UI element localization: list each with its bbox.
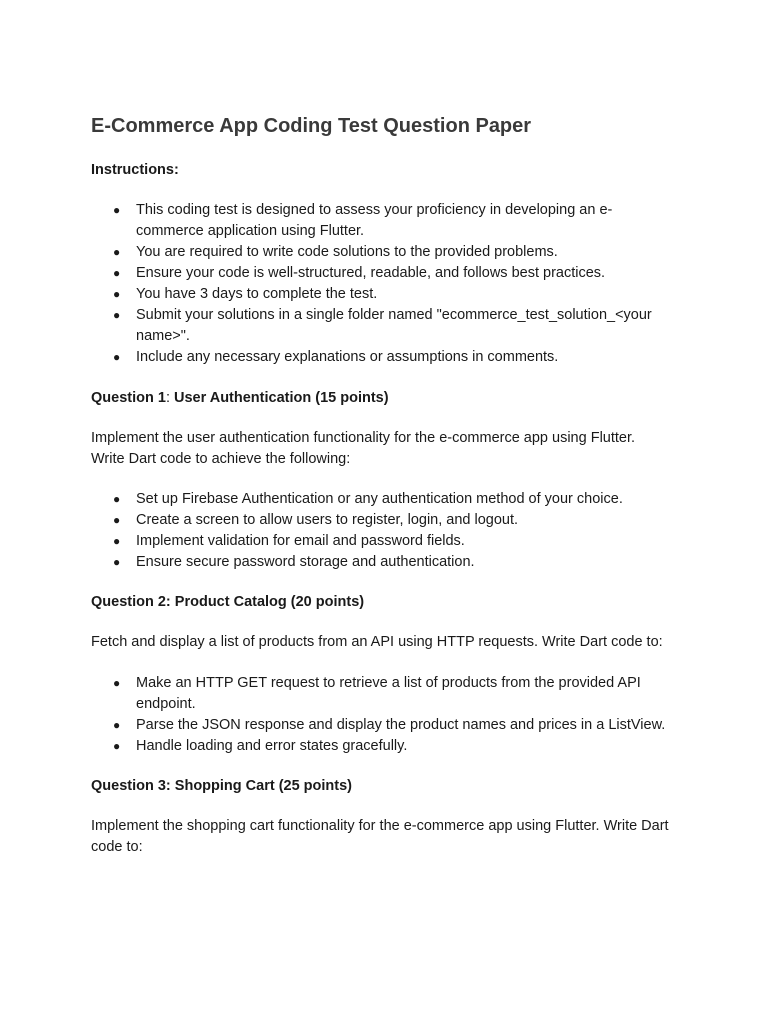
bullet-icon: ● (113, 266, 121, 280)
list-item: ● Create a screen to allow users to register, login, and logout. (91, 510, 681, 531)
question-2-heading: Question 2: Product Catalog (20 points) (91, 594, 365, 610)
question-1-intro: Implement the user authentication functionality for the e-commerce app using Flutter. Write Dart code to achieve the following: (91, 430, 636, 467)
bullet-icon: ● (113, 203, 121, 217)
document-page (91, 112, 681, 858)
question-2-intro: Fetch and display a list of products from an API using HTTP requests. Write Dart code to: (91, 634, 663, 650)
list-item: ● Handle loading and error states gracefully. (91, 736, 681, 757)
bullet-icon: ● (113, 350, 121, 364)
list-item: ● Include any necessary explanations or assumptions in comments. (91, 347, 681, 368)
bullet-icon: ● (113, 555, 121, 569)
list-item: ● You are required to write code solutions to the provided problems. (91, 242, 681, 263)
bullet-icon: ● (113, 513, 121, 527)
list-item: ● Ensure secure password storage and authentication. (91, 552, 681, 573)
list-item: ● Make an HTTP GET request to retrieve a list of products from the provided API endpoint. (113, 675, 641, 712)
bullet-icon: ● (113, 308, 121, 322)
list-item: ● Submit your solutions in a single folder named "ecommerce_test_solution_<your name>". (113, 307, 652, 344)
list-item: ● Set up Firebase Authentication or any authentication method of your choice. (91, 489, 681, 510)
question-1-list (91, 489, 681, 573)
list-item: ● You have 3 days to complete the test. (91, 284, 681, 305)
list-item: ● Ensure your code is well-structured, readable, and follows best practices. (91, 263, 681, 284)
document-title: E-Commerce App Coding Test Question Paper (91, 115, 532, 137)
question-2-list (91, 673, 681, 757)
question-3-heading: Question 3: Shopping Cart (25 points) (91, 778, 352, 794)
instructions-heading: Instructions: (91, 162, 179, 178)
bullet-icon: ● (113, 287, 121, 301)
bullet-icon: ● (113, 676, 121, 690)
bullet-icon: ● (113, 718, 121, 732)
list-item: ● Parse the JSON response and display the product names and prices in a ListView. (91, 715, 671, 736)
question-3-intro: Implement the shopping cart functionality for the e-commerce app using Flutter. Write Dart code to: (91, 818, 669, 855)
list-item: ● Implement validation for email and password fields. (91, 531, 681, 552)
question-1-heading: Question 1: User Authentication (15 points) (91, 390, 389, 406)
bullet-icon: ● (113, 739, 121, 753)
bullet-icon: ● (113, 245, 121, 259)
bullet-icon: ● (113, 534, 121, 548)
instructions-list (91, 200, 681, 368)
bullet-icon: ● (113, 492, 121, 506)
list-item: ● This coding test is designed to assess your proficiency in developing an e-commerce application using Flutter. (113, 202, 613, 239)
